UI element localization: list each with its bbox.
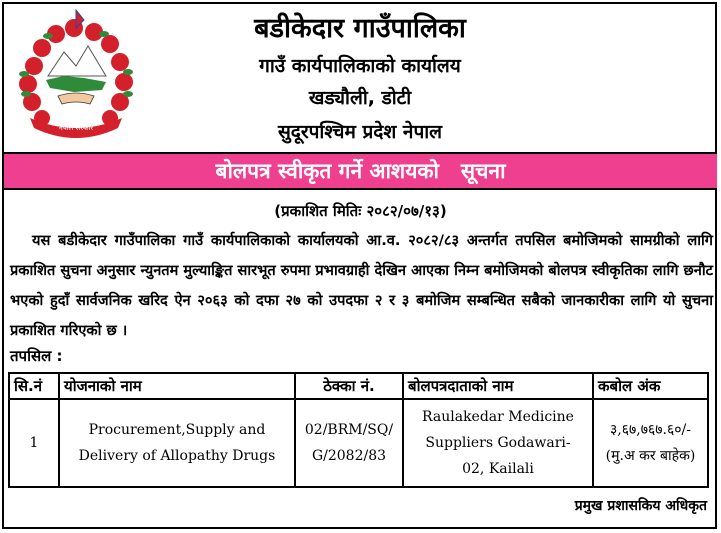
header-bidder: बोलपत्रदाताको नाम xyxy=(403,373,593,399)
signature-title: प्रमुख प्रशासकिय अधिकृत xyxy=(574,498,707,514)
office-location: खड्यौली, डोटी xyxy=(308,87,412,109)
header-amount: कबोल अंक xyxy=(593,373,708,399)
province-name: सुदूरपश्चिम प्रदेश नेपाल xyxy=(277,121,443,143)
header-project: योजनाको नाम xyxy=(59,373,295,399)
municipality-name: बडीकेदार गाउँपालिका xyxy=(254,13,466,44)
award-table xyxy=(8,372,709,488)
amount-value: ३,६७,७६७.६०/- xyxy=(609,422,692,438)
cell-project: Procurement,Supply and Delivery of Allopathy Drugs xyxy=(59,399,295,487)
svg-text:नेपाल सरकार: नेपाल सरकार xyxy=(58,124,94,132)
cell-amount xyxy=(593,399,708,487)
cell-serial: 1 xyxy=(9,399,59,487)
notice-title-banner xyxy=(4,152,717,190)
notice-title: बोलपत्र स्वीकृत गर्ने आशयको सूचना xyxy=(215,159,506,183)
cell-bidder: Raulakedar Medicine Suppliers Godawari-02, Kailali xyxy=(403,399,593,487)
office-name: गाउँ कार्यपालिकाको कार्यालय xyxy=(259,55,461,77)
amount-note: (मु.अ कर बाहेक) xyxy=(605,448,696,464)
table-header-row xyxy=(9,373,708,399)
cell-contract: 02/BRM/SQ/ G/2082/83 xyxy=(295,399,403,487)
table-row xyxy=(9,399,708,487)
notice-body: यस बडीकेदार गाउँपालिका गाउँ कार्यपालिकाको कार्यालयको आ.व. २०८२/८३ अन्तर्गत तपसिल बमोजिमको सामग्रीको लागि प्रकाशित सुचना अनुसार न्युनतम मुल्याङ्कित सारभूत रुपमा प्रभावग्राही देखिन आएका निम्न बमोजिमको बोलपत्र स्वीकृतिका लागि छनौट भएको हुदाँ सार्वजनिक खरिद ऐन २०६३ को दफा २७ को उपदफा २ र ३ बमोजिम सम्बन्धित सबैको जानकारीका लागि यो सुचना प्रकाशित गरिएको छ । xyxy=(10,232,713,339)
publication-date: (प्रकाशित मितिः २०८२/०७/१३) xyxy=(274,202,447,220)
nepal-emblem-icon xyxy=(14,6,138,142)
details-label: तपसिल : xyxy=(10,347,63,365)
header-contract: ठेक्का नं. xyxy=(295,373,403,399)
header-serial: सि.नं xyxy=(9,373,59,399)
